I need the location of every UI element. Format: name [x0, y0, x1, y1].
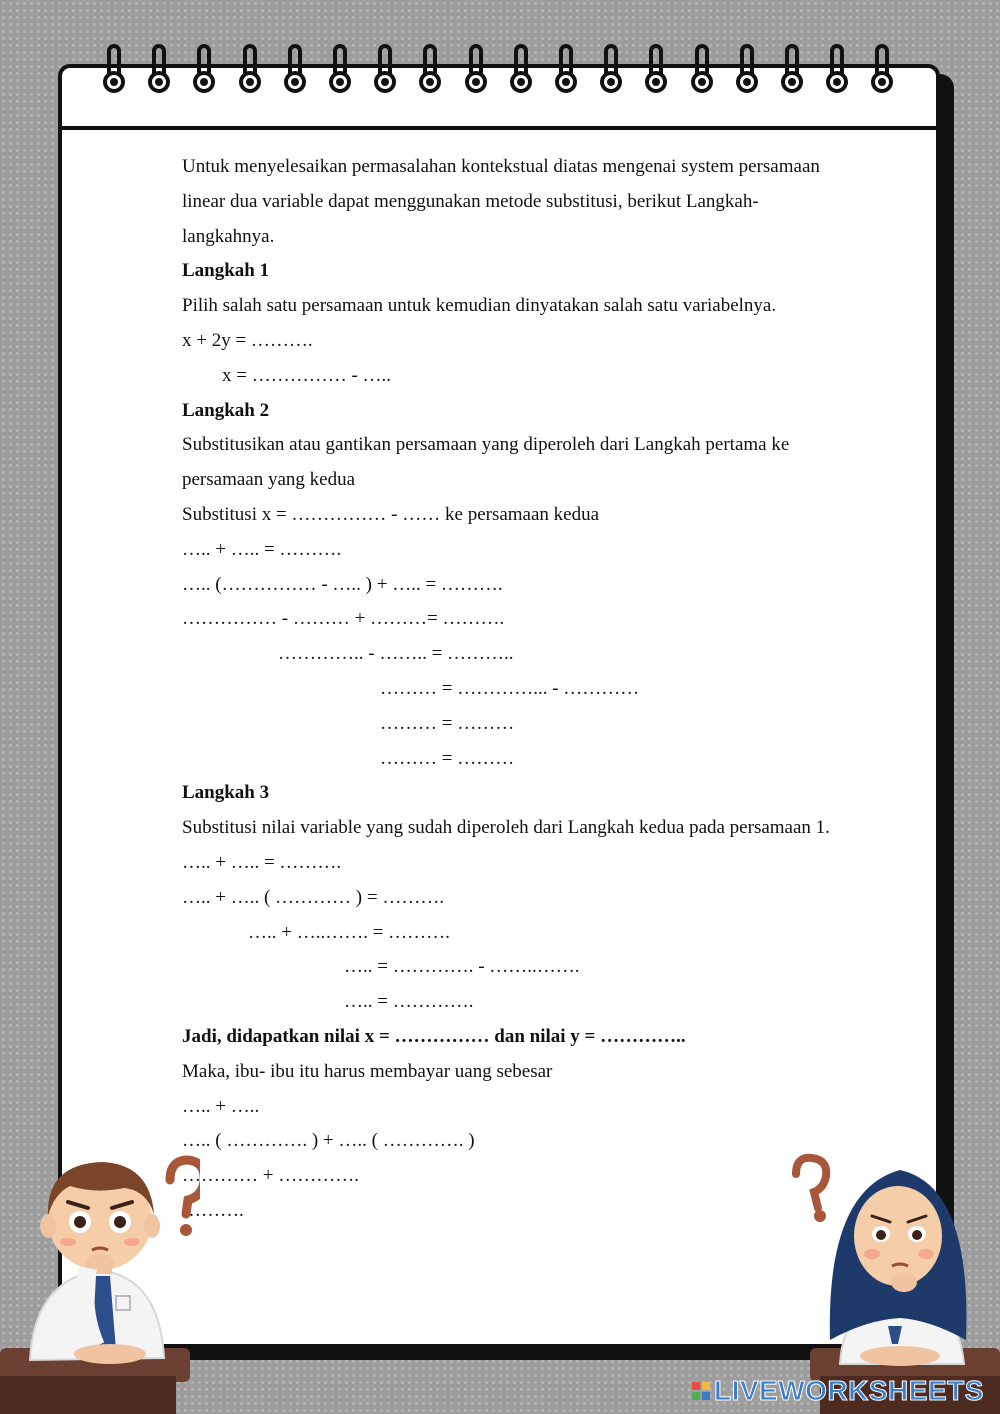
equation-line: ….. + ….. ( ………… ) = ……….: [182, 886, 445, 908]
step-1-instruction: Pilih salah satu persamaan untuk kemudian dinyatakan salah satu variabelnya.: [182, 295, 777, 317]
spiral-ring-icon: [510, 44, 532, 92]
spiral-ring-icon: [284, 44, 306, 92]
question-mark-icon: [796, 1158, 826, 1222]
spiral-ring-icon: [239, 44, 261, 92]
question-mark-icon: [170, 1160, 200, 1236]
equation-line: ….. = ………….: [344, 991, 474, 1013]
equation-line: ….. (…………… - ….. ) + ….. = ……….: [182, 573, 503, 595]
spiral-ring-icon: [691, 44, 713, 92]
equation-line: ………….. - …….. = ………..: [278, 643, 514, 665]
spiral-ring-icon: [193, 44, 215, 92]
step-2-instruction: Substitusikan atau gantikan persamaan yang diperoleh dari Langkah pertama ke: [182, 434, 790, 456]
spiral-ring-icon: [148, 44, 170, 92]
watermark-text: LIVEWORKSHEETS: [714, 1375, 984, 1406]
equation-line: ……… = ………: [380, 747, 515, 769]
equation-line: ………… + ………….: [182, 1165, 359, 1187]
intro-line: Untuk menyelesaikan permasalahan kontekstual diatas mengenai system persamaan: [182, 156, 820, 177]
equation-line: ….. ( …………. ) + ….. ( …………. ): [182, 1130, 475, 1152]
conclusion-line: Jadi, didapatkan nilai x = …………… dan nilai y = …………..: [182, 1025, 686, 1047]
intro-line: linear dua variable dapat menggunakan metode substitusi, berikut Langkah-: [182, 190, 759, 212]
step-3-heading: Langkah 3: [182, 782, 270, 804]
step-2-instruction: persamaan yang kedua: [182, 469, 356, 491]
spiral-ring-icon: [645, 44, 667, 92]
worksheet-content: [182, 150, 882, 1229]
spiral-ring-icon: [374, 44, 396, 92]
equation-line: ……… = …………... - …………: [380, 677, 640, 699]
equation-line: Substitusi x = …………… - …… ke persamaan kedua: [182, 503, 600, 525]
spiral-ring-icon: [555, 44, 577, 92]
intro-line: langkahnya.: [182, 225, 275, 247]
logo-mark-icon: [692, 1382, 710, 1400]
equation-line: x = …………… - …..: [222, 364, 392, 386]
equation-line: ….. + ….. = ……….: [182, 538, 342, 560]
spiral-ring-icon: [871, 44, 893, 92]
equation-line: ….. + …..: [182, 1095, 260, 1117]
spiral-ring-icon: [329, 44, 351, 92]
step-3-instruction: Substitusi nilai variable yang sudah diperoleh dari Langkah kedua pada persamaan 1.: [182, 817, 830, 839]
spiral-ring-icon: [736, 44, 758, 92]
thinking-boy-student-icon: [0, 1150, 200, 1414]
equation-line: ……… = ………: [380, 712, 515, 734]
spiral-ring-icon: [419, 44, 441, 92]
payment-instruction: Maka, ibu- ibu itu harus membayar uang sebesar: [182, 1060, 553, 1082]
step-1-heading: Langkah 1: [182, 260, 270, 282]
equation-line: x + 2y = ……….: [182, 329, 313, 351]
liveworksheets-logo: [692, 1376, 984, 1406]
equation-line: ….. = …………. - ……..…….: [344, 956, 580, 978]
spiral-ring-icon: [465, 44, 487, 92]
spiral-ring-icon: [781, 44, 803, 92]
equation-line: ……….: [182, 1199, 244, 1221]
spiral-ring-icon: [103, 44, 125, 92]
page-header-divider: [62, 126, 936, 130]
spiral-ring-icon: [826, 44, 848, 92]
step-2-heading: Langkah 2: [182, 399, 270, 421]
equation-line: ….. + …..……. = ……….: [248, 921, 450, 943]
equation-line: ….. + ….. = ……….: [182, 851, 342, 873]
equation-line: …………… - ……… + ………= ……….: [182, 608, 505, 630]
spiral-ring-icon: [600, 44, 622, 92]
